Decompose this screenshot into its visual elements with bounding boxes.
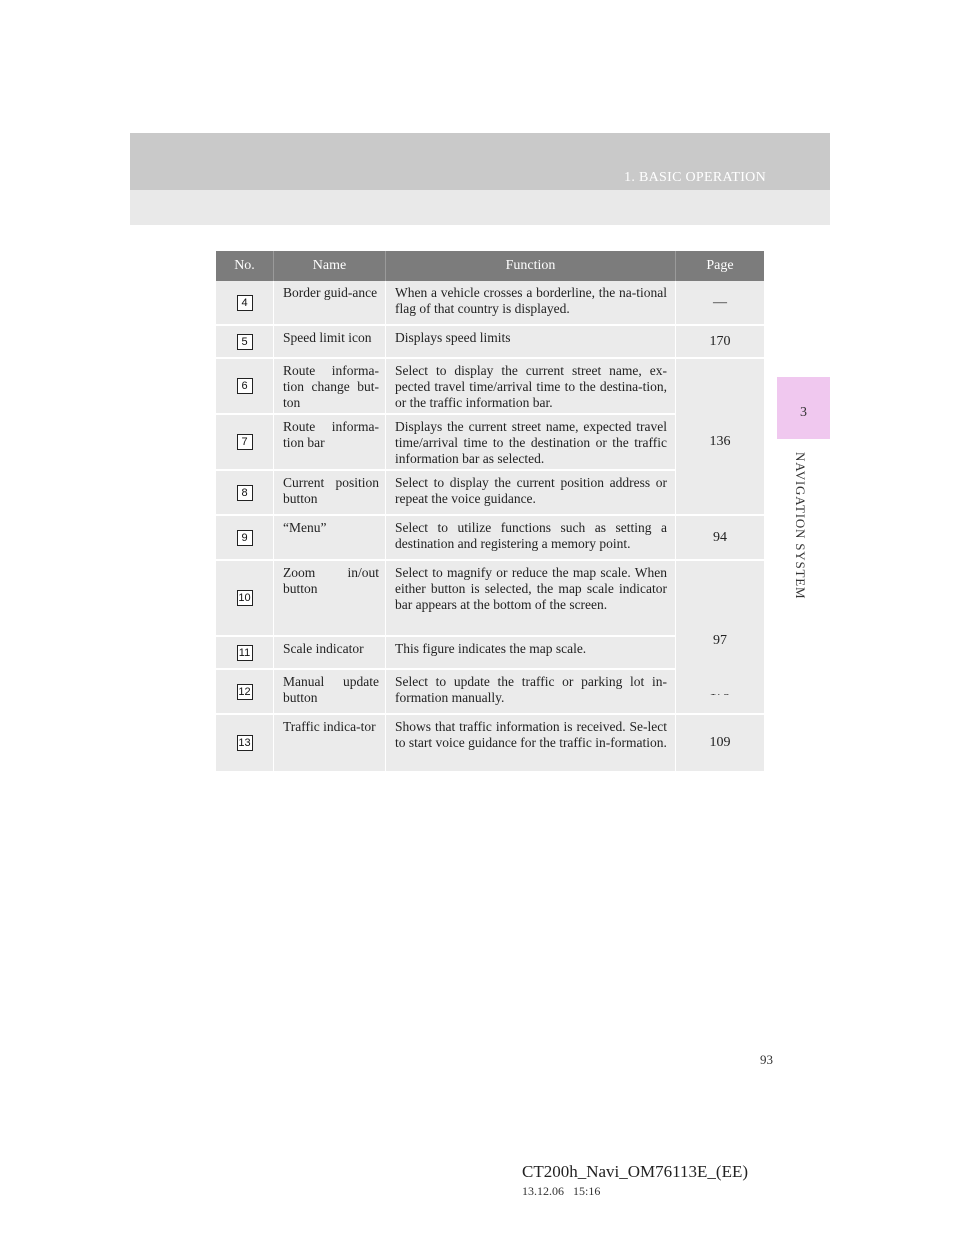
row-number-cell [216, 359, 274, 413]
row-number-cell [216, 471, 274, 514]
row-function: When a vehicle crosses a borderline, the na-tional flag of that country is displayed. [386, 281, 676, 324]
row-name: Route informa-tion bar [274, 415, 386, 469]
row-function: Displays the current street name, expected travel time/arrival time to the destination or the traffic information bar as selected. [386, 415, 676, 469]
row-number-badge: 7 [237, 434, 253, 450]
table-row [216, 715, 764, 773]
row-name: Current position button [274, 471, 386, 514]
column-header-name: Name [274, 251, 386, 281]
row-page: 94 [713, 529, 727, 545]
chapter-number: 3 [800, 405, 807, 420]
row-name: Zoom in/out button [274, 561, 386, 635]
row-number-cell [216, 281, 274, 324]
row-function: This figure indicates the map scale. [386, 637, 676, 668]
row-name: Traffic indica-tor [274, 715, 386, 771]
row-number-cell [216, 637, 274, 668]
row-name: “Menu” [274, 516, 386, 559]
row-name: Scale indicator [274, 637, 386, 668]
row-page: 170 [709, 333, 731, 349]
column-header-page: Page [706, 258, 734, 273]
document-id: CT200h_Navi_OM76113E_(EE) [522, 1162, 749, 1181]
row-function: Select to display the current position address or repeat the voice guidance. [386, 471, 676, 514]
row-name: Manual update button [274, 670, 386, 713]
table-row [216, 516, 764, 561]
table-header [216, 251, 764, 281]
row-function: Select to magnify or reduce the map scale. When either button is selected, the map scale indicator bar appears at the bottom of the screen. [386, 561, 676, 635]
row-number-badge: 9 [237, 530, 253, 546]
row-function: Select to display the current street name, ex-pected travel time/arrival time to the destina-tion, or the traffic information bar. [386, 359, 676, 413]
chapter-title: NAVIGATION SYSTEM [793, 452, 808, 600]
row-name: Speed limit icon [274, 326, 386, 357]
table-row [216, 326, 764, 359]
chapter-tab [777, 377, 830, 439]
column-header-function: Function [386, 251, 676, 281]
column-header-no: No. [216, 251, 274, 281]
row-number-cell [216, 561, 274, 635]
row-number-badge: 13 [238, 737, 251, 749]
row-page: 109 [709, 735, 731, 750]
row-function: Select to update the traffic or parking lot in-formation manually. [386, 670, 676, 713]
row-number-cell [216, 415, 274, 469]
row-function: Displays speed limits [386, 326, 676, 357]
row-number-badge: 5 [237, 334, 253, 350]
header-subband [130, 190, 830, 225]
section-title: 1. BASIC OPERATION [624, 170, 766, 185]
page-number: 93 [760, 1052, 773, 1067]
row-number-badge: 10 [238, 592, 251, 604]
row-number-cell [216, 516, 274, 559]
merged-page-cell: 136 [676, 387, 764, 497]
merged-page-cell: 97 [676, 587, 764, 694]
row-number-badge: 8 [237, 485, 253, 501]
row-page: — [713, 294, 727, 310]
function-table [216, 251, 764, 773]
table-row [216, 281, 764, 326]
row-number-cell [216, 715, 274, 771]
row-number-badge: 6 [237, 378, 253, 394]
print-timestamp: 13.12.06 15:16 [522, 1184, 601, 1198]
row-function: Select to utilize functions such as setting a destination and registering a memory point. [386, 516, 676, 559]
row-number-badge: 11 [237, 645, 253, 661]
row-number-cell [216, 326, 274, 357]
row-name: Border guid-ance [274, 281, 386, 324]
row-number-badge: 12 [238, 685, 251, 698]
row-function: Shows that traffic information is received. Se-lect to start voice guidance for the traffic in-formation. [386, 715, 676, 771]
row-number-badge: 4 [237, 295, 253, 311]
row-number-cell [216, 670, 274, 713]
row-name: Route informa-tion change but-ton [274, 359, 386, 413]
